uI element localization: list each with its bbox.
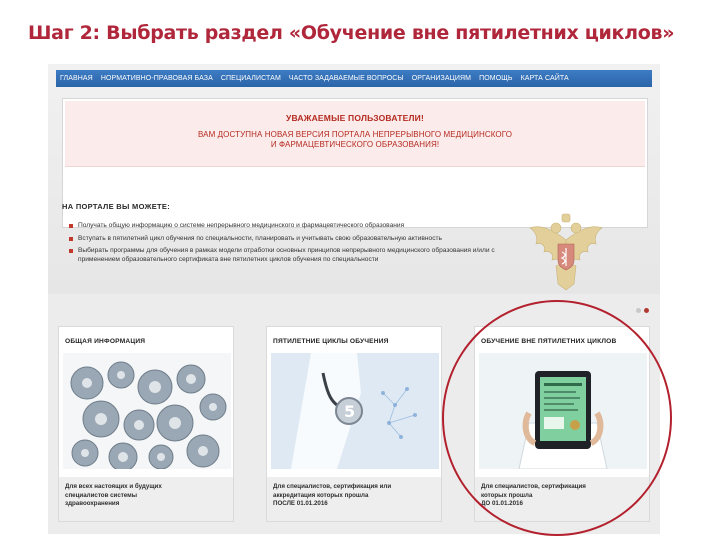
- slider-dots: [636, 308, 649, 313]
- nav-item-specialists[interactable]: СПЕЦИАЛИСТАМ: [220, 75, 281, 82]
- card-text-line: Для специалистов, сертификация или: [273, 483, 392, 490]
- notice-message: [65, 130, 645, 150]
- card-general-info[interactable]: [58, 326, 234, 522]
- list-item: Получать общую информацию о системе непрерывного медицинского и фармацевтического образования: [68, 222, 500, 231]
- notice-line-2: И ФАРМАЦЕВТИЧЕСКОГО ОБРАЗОВАНИЯ!: [270, 140, 440, 149]
- card-title: ОБУЧЕНИЕ ВНЕ ПЯТИЛЕТНИХ ЦИКЛОВ: [481, 338, 617, 345]
- nav-item-help[interactable]: ПОМОЩЬ: [479, 75, 513, 82]
- card-title: ПЯТИЛЕТНИЕ ЦИКЛЫ ОБУЧЕНИЯ: [273, 338, 389, 345]
- card-five-year-cycles[interactable]: [266, 326, 442, 522]
- card-text-line: которых прошла: [481, 491, 533, 499]
- portal-can-title: НА ПОРТАЛЕ ВЫ МОЖЕТЕ:: [62, 202, 170, 211]
- card-title: ОБЩАЯ ИНФОРМАЦИЯ: [65, 338, 146, 345]
- stethoscope-icon: [271, 353, 439, 469]
- coat-of-arms-icon: [526, 210, 606, 296]
- list-item: Выбирать программы для обучения в рамках модели отработки основных принципов непрерывного медицинского образования и/или с применением образовательного сертификата вне пятилетних циклов обучения по специальности: [68, 247, 500, 264]
- nav-item-legal-base[interactable]: НОРМАТИВНО-ПРАВОВАЯ БАЗА: [100, 75, 213, 82]
- top-navigation: [56, 70, 652, 87]
- notice-heading: УВАЖАЕМЫЕ ПОЛЬЗОВАТЕЛИ!: [285, 113, 425, 123]
- five-badge: 5: [344, 402, 356, 421]
- highlight-circle: [442, 300, 672, 536]
- slide-title: Шаг 2: Выбрать раздел «Обучение вне пятилетних циклов»: [28, 22, 675, 44]
- card-footer: [267, 477, 441, 521]
- card-text-line: специалистов системы: [65, 491, 138, 499]
- card-text-line: ДО 01.01.2016: [481, 500, 523, 508]
- notice-line-1: ВАМ ДОСТУПНА НОВАЯ ВЕРСИЯ ПОРТАЛА НЕПРЕРЫВНОГО МЕДИЦИНСКОГО: [197, 130, 513, 139]
- card-text-line: Для специалистов, сертификация: [481, 483, 586, 490]
- card-footer: [59, 477, 233, 521]
- slider-dot-active[interactable]: [644, 308, 649, 313]
- nav-item-sitemap[interactable]: КАРТА САЙТА: [520, 75, 569, 82]
- slider-dot[interactable]: [636, 308, 641, 313]
- card-text-line: Для всех настоящих и будущих: [65, 483, 162, 490]
- card-text-line: здравоохранения: [65, 500, 120, 508]
- portal-features-list: [68, 222, 500, 268]
- list-item: Вступать в пятилетний цикл обучения по специальности, планировать и учитывать свою образовательную активность: [68, 235, 500, 244]
- card-text-line: ПОСЛЕ 01.01.2016: [273, 500, 328, 508]
- nav-item-faq[interactable]: ЧАСТО ЗАДАВАЕМЫЕ ВОПРОСЫ: [288, 75, 404, 82]
- gears-icon: [63, 353, 231, 469]
- nav-item-organizations[interactable]: ОРГАНИЗАЦИЯМ: [411, 75, 472, 82]
- nav-item-home[interactable]: ГЛАВНАЯ: [60, 75, 93, 82]
- notice-banner[interactable]: [65, 101, 645, 167]
- card-text-line: аккредитация которых прошла: [273, 491, 369, 499]
